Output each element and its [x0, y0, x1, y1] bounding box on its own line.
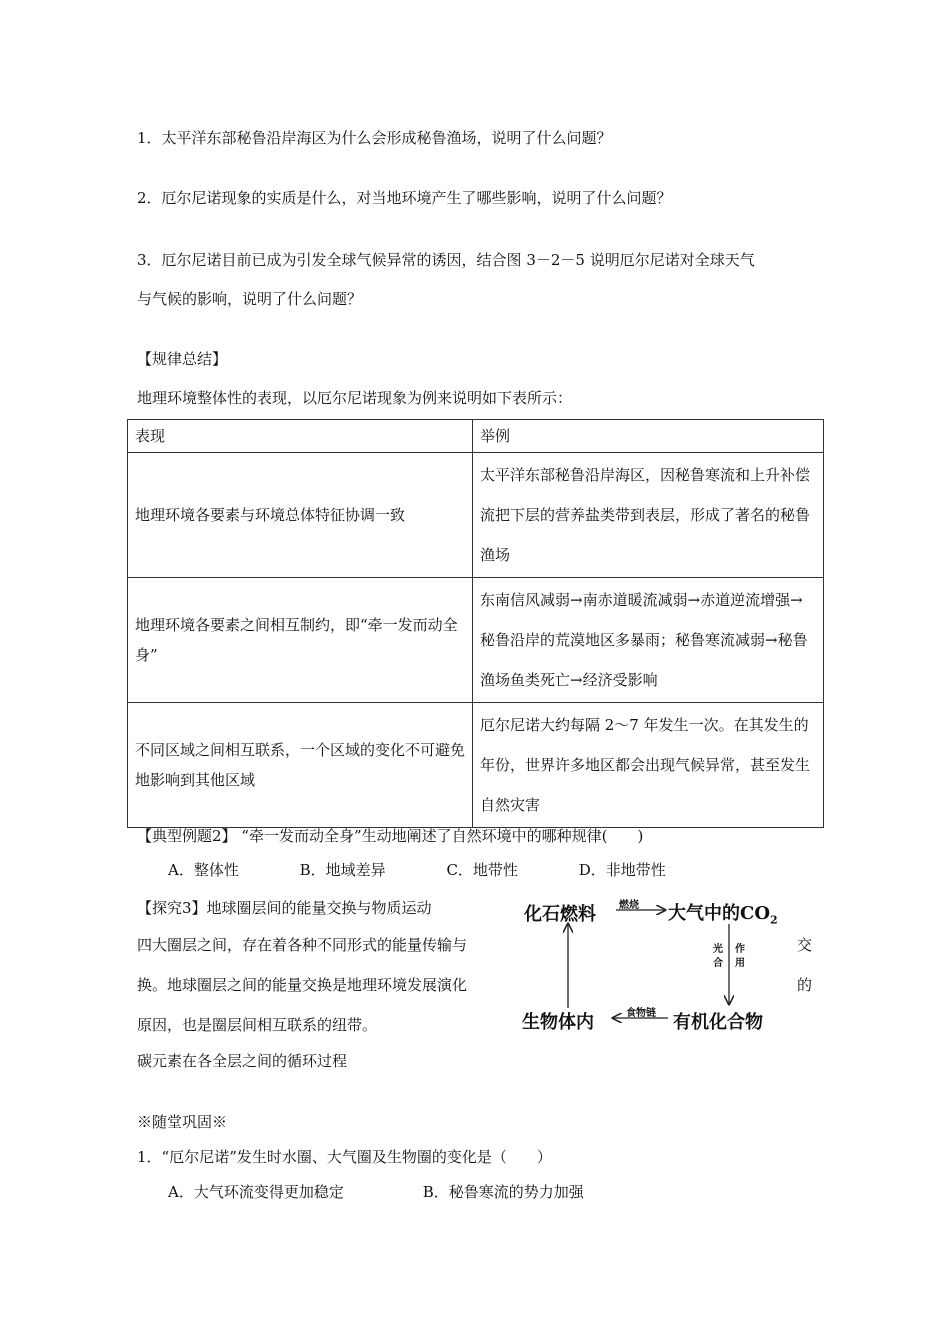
table-cell-example: 太平洋东部秘鲁沿岸海区，因秘鲁寒流和上升补偿流把下层的营养盐类带到表层，形成了著名的秘鲁渔场: [473, 453, 824, 578]
explore3-text-4: 碳元素在各全层之间的循环过程: [137, 1052, 348, 1070]
example2-options: [168, 860, 722, 880]
explore3-text-1: 四大圈层之间，存在着各种不同形式的能量传输与: [137, 936, 468, 954]
explore3-right-char-2: 的: [797, 976, 813, 994]
question-3: 3．厄尔尼诺目前已成为引发全球气候异常的诱因，结合图 3－2－5 说明厄尔尼诺对全球天气: [137, 251, 755, 269]
summary-table: [127, 419, 824, 828]
table-row: [128, 578, 824, 703]
question-2: 2．厄尔尼诺现象的实质是什么，对当地环境产生了哪些影响，说明了什么问题？: [137, 189, 672, 207]
table-cell-example: 东南信风减弱→南赤道暖流减弱→赤道逆流增强→秘鲁沿岸的荒漠地区多暴雨；秘鲁寒流减弱→秘鲁渔场鱼类死亡→经济受影响: [473, 578, 824, 703]
table-header-row: [128, 420, 824, 453]
label-photosynthesis-1: 光: [713, 944, 723, 955]
label-food-chain: 食物链: [626, 1008, 656, 1019]
node-fossil-fuel: 化石燃料: [524, 904, 596, 925]
option-d: D．非地带性: [578, 861, 666, 879]
table-header-performance: 表现: [128, 420, 473, 453]
summary-heading: 【规律总结】: [137, 350, 228, 368]
table-cell-performance: 地理环境各要素之间相互制约，即“牵一发而动全身”: [128, 578, 473, 703]
question-3-cont: 与气候的影响，说明了什么问题？: [137, 290, 363, 308]
node-co2-subscript: 2: [770, 913, 778, 927]
explore3-heading: 【探究3】地球圈层间的能量交换与物质运动: [137, 899, 432, 917]
node-organism: 生物体内: [522, 1012, 594, 1033]
explore3-text-3: 原因，也是圈层间相互联系的纽带。: [137, 1016, 378, 1034]
label-photosynthesis-3: 作: [735, 944, 745, 955]
table-cell-performance: 地理环境各要素与环境总体特征协调一致: [128, 453, 473, 578]
carbon-cycle-diagram: [518, 890, 798, 1040]
label-photosynthesis-2: 合: [713, 958, 723, 969]
table-header-example: 举例: [473, 420, 824, 453]
option-c: C．地带性: [446, 861, 518, 879]
table-cell-performance: 不同区域之间相互联系，一个区域的变化不可避免地影响到其他区域: [128, 703, 473, 828]
node-atmospheric-co2: [668, 899, 778, 927]
table-row: [128, 703, 824, 828]
practice-question-1: 1．“厄尔尼诺”发生时水圈、大气圈及生物圈的变化是（ ）: [137, 1148, 552, 1166]
label-photosynthesis-4: 用: [735, 958, 745, 969]
option-a: A．大气环流变得更加稳定: [168, 1183, 344, 1201]
question-1: 1．太平洋东部秘鲁沿岸海区为什么会形成秘鲁渔场，说明了什么问题？: [137, 129, 612, 147]
explore3-text-2: 换。地球圈层之间的能量交换是地理环境发展演化: [137, 976, 468, 994]
label-burn: 燃烧: [619, 900, 639, 911]
table-cell-example: 厄尔尼诺大约每隔 2～7 年发生一次。在其发生的年份，世界许多地区都会出现气候异常，甚至发生自然灾害: [473, 703, 824, 828]
example2-question: 【典型例题2】 “牵一发而动全身”生动地阐述了自然环境中的哪种规律( ): [137, 827, 644, 845]
node-organic-compound: 有机化合物: [673, 1012, 763, 1033]
explore3-right-char-1: 交: [797, 936, 813, 954]
node-co2-label: 大气中的CO: [668, 903, 771, 924]
practice-options: [168, 1182, 584, 1202]
option-b: B．地域差异: [299, 861, 386, 879]
practice-heading: ※随堂巩固※: [137, 1113, 228, 1131]
option-b: B．秘鲁寒流的势力加强: [422, 1183, 584, 1201]
table-row: [128, 453, 824, 578]
option-a: A．整体性: [168, 861, 239, 879]
summary-intro: 地理环境整体性的表现，以厄尔尼诺现象为例来说明如下表所示：: [137, 389, 573, 407]
